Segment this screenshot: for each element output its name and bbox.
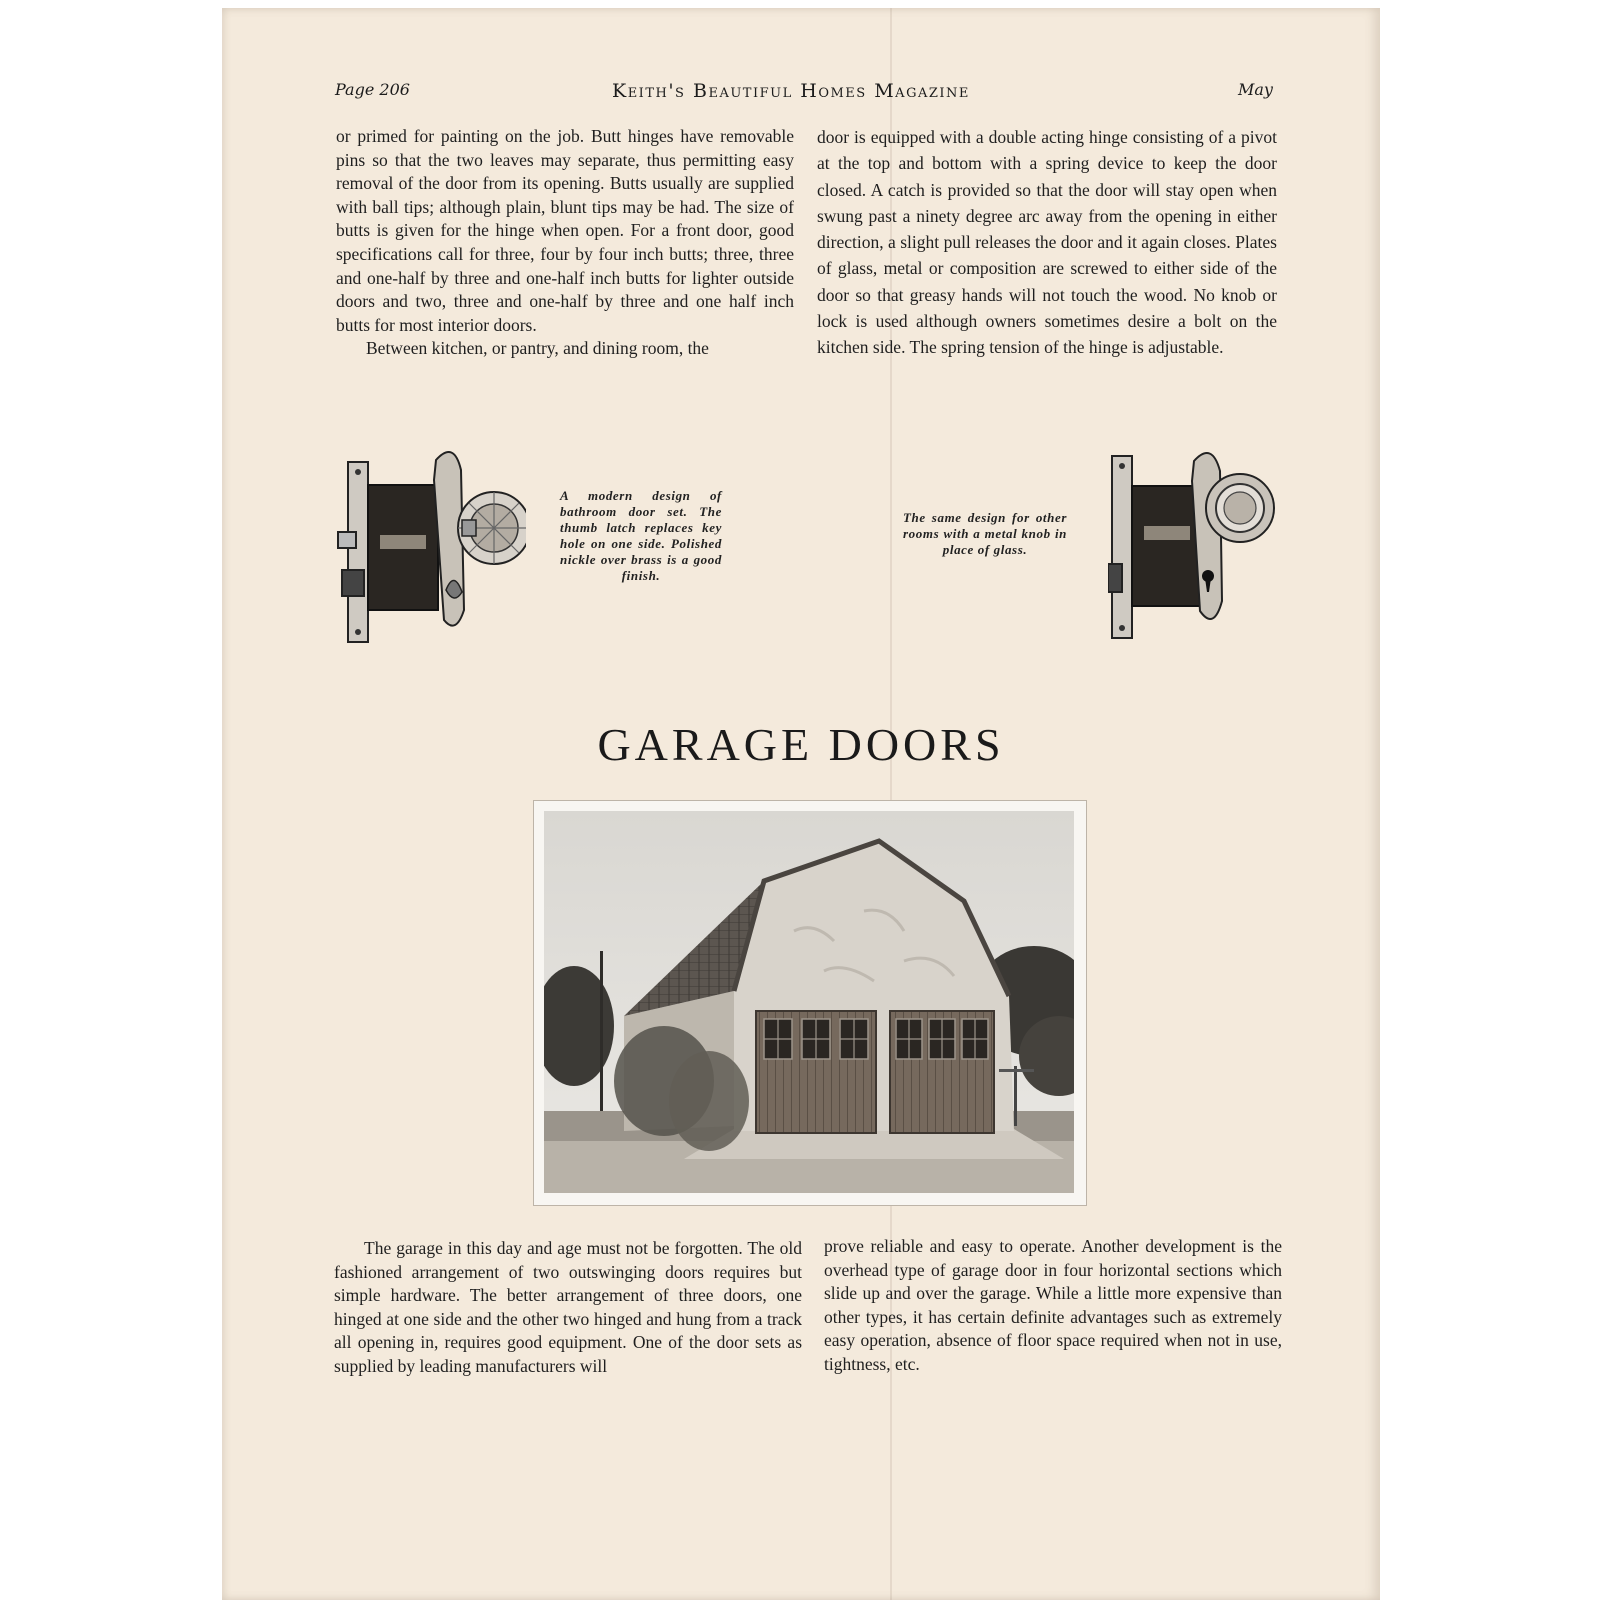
paragraph: Between kitchen, or pantry, and dining room, the — [366, 338, 709, 359]
paragraph: or primed for painting on the job. Butt hinges have removable pins so that the two leaves may separate, thus permitting easy removal of the door from its opening. Butts usually are supplied with ball tips; although plain, blunt tips may be had. The size of butts is given for the hinge when open. For a front door, good specifications call for three, four by four inch butts; three, three and one-half by three and one-half inch butts for lighter outside doors and two, three and one-half by three and one half inch butts for most interior doors. — [336, 126, 794, 335]
garage-photograph — [544, 811, 1074, 1193]
metal-knob-door-set-illustration — [1108, 446, 1278, 641]
glass-knob-door-set-illustration — [336, 440, 526, 645]
bottom-left-column — [334, 1237, 802, 1379]
paragraph: The garage in this day and age must not be forgotten. The old fashioned arrangement of two outswinging doors requires but simple hardware. The better arrangement of three doors, one hinged at one side and the other two hinged and hung from a track all opening in, requires good equipment. One of the door sets as supplied by leading manufacturers will — [334, 1238, 802, 1376]
page-number: Page 206 — [335, 80, 410, 99]
garage-photo-frame — [533, 800, 1087, 1206]
top-right-column — [817, 124, 1277, 361]
bottom-right-column — [824, 1235, 1282, 1377]
top-left-column — [336, 125, 794, 361]
left-illustration-caption: A modern design of bathroom door set. The thumb latch replaces key hole on one side. Polished nickle over brass is a good finish. — [560, 488, 722, 583]
issue-month: May — [1238, 80, 1273, 99]
paragraph: prove reliable and easy to operate. Another development is the overhead type of garage door in four horizontal sections which slide up and over the garage. While a little more expensive than other types, it has certain definite advantages such as extremely easy operation, absence of floor space required when not in use, tightness, etc. — [824, 1236, 1282, 1374]
paragraph: door is equipped with a double acting hinge consisting of a pivot at the top and bottom with a spring device to keep the door closed. A catch is provided so that the door will stay open when swung past a ninety degree arc away from the opening in either direction, a slight pull releases the door and it again closes. Plates of glass, metal or composition are screwed to either side of the door so that greasy hands will not touch the wood. No knob or lock is used although owners sometimes desire a bolt on the kitchen side. The spring tension of the hinge is adjustable. — [817, 127, 1277, 358]
section-title: GARAGE DOORS — [597, 719, 1005, 770]
magazine-title: Keith's Beautiful Homes Magazine — [612, 80, 970, 102]
right-illustration-caption: The same design for other rooms with a metal knob in place of glass. — [903, 510, 1067, 557]
